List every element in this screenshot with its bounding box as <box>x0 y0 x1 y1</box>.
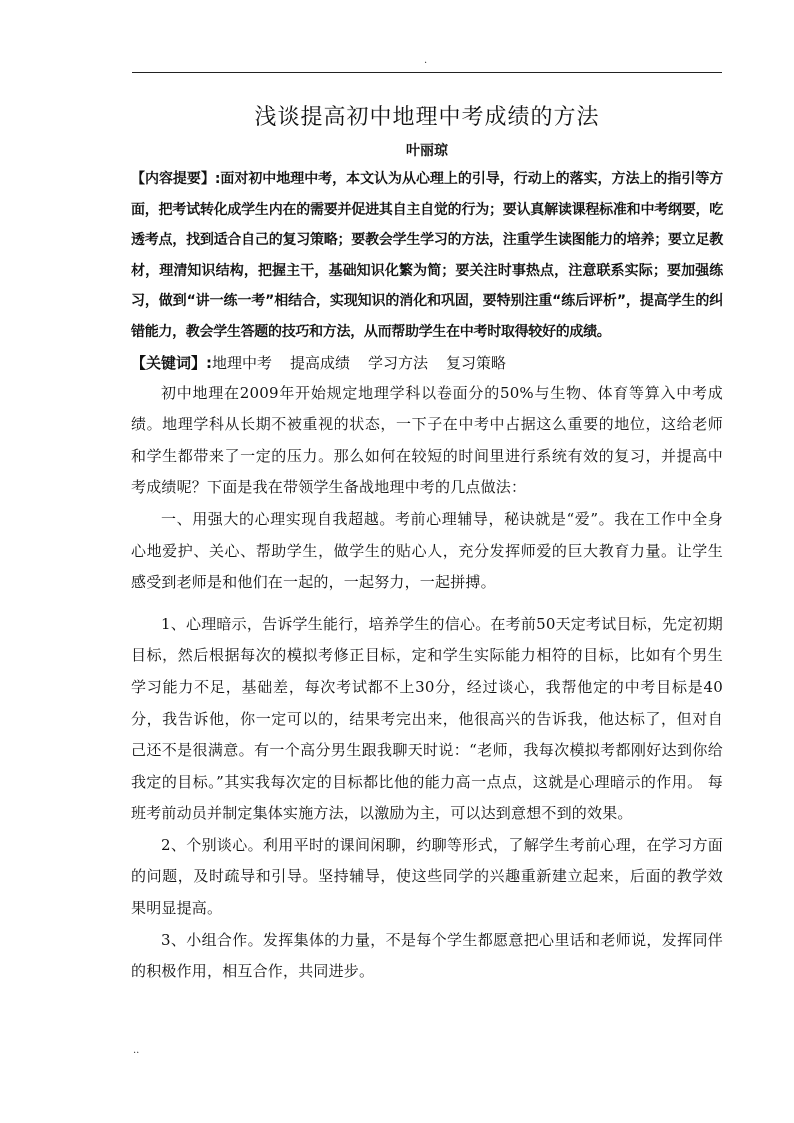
abstract-label: 【内容提要】: <box>131 171 221 187</box>
body-paragraph: 3、小组合作。发挥集体的力量，不是每个学生都愿意把心里话和老师说，发挥同伴的积极作用，相互合作，共同进步。 <box>131 930 723 981</box>
body-paragraph: 2、个别谈心。利用平时的课间闲聊，约聊等形式，了解学生考前心理，在学习方面的问题，及时疏导和引导。坚持辅导，使这些同学的兴趣重新建立起来，后面的教学效果明显提高。 <box>131 835 723 918</box>
header-mark: . <box>424 55 428 66</box>
header-rule <box>132 72 722 73</box>
paragraph-gap <box>131 599 723 609</box>
keyword-item: 提高成绩 <box>290 353 351 372</box>
keywords <box>131 348 723 378</box>
keyword-item: 地理中考 <box>212 353 273 372</box>
footer-mark: .. <box>133 1045 140 1056</box>
document-title: 浅谈提高初中地理中考成绩的方法 <box>254 105 600 130</box>
keyword-item: 复习策略 <box>446 353 507 372</box>
keywords-label: 【关键词】: <box>131 353 212 372</box>
author-name: 叶丽琼 <box>406 143 448 159</box>
body-paragraph: 1、心理暗示，告诉学生能行，培养学生的信心。在考前50天定考试目标，先定初期目标，然后根据每次的模拟考修正目标，定和学生实际能力相符的目标，比如有个男生学习能力不足，基础差，每次考试都不上30分，经过谈心，我帮他定的中考目标是40分，我告诉他，你一定可以的，结果考完出来，他很高兴的告诉我，他达标了，但对自己还不是很满意。有一个高分男生跟我聊天时说：“老师，我每次模拟考都刚好达到你给我定的目标。”其实我每次定的目标都比他的能力高一点点，这就是心理暗示的作用。 每班考前动员并制定集体实施方法，以激励为主，可以达到意想不到的效果。 <box>131 614 723 823</box>
abstract-text: 面对初中地理中考，本文认为从心理上的引导，行动上的落实，方法上的指引等方面，把考试转化成学生内在的需要并促进其自主自觉的行为；要认真解读课程标准和中考纲要，吃透考点，找到适合自己的复习策略；要教会学生学习的方法，注重学生读图能力的培养；要立足教材，理清知识结构，把握主干，基础知识化繁为简；要关注时事热点，注意联系实际；要加强练习，做到“讲一练一考”相结合，实现知识的消化和巩固，要特别注重“练后评析”，提高学生的纠错能力，教会学生答题的技巧和方法，从而帮助学生在中考时取得较好的成绩。 <box>131 171 724 340</box>
body-paragraph: 初中地理在2009年开始规定地理学科以卷面分的50%与生物、体育等算入中考成绩。地理学科从长期不被重视的状态，一下子在中考中占据这么重要的地位，这给老师和学生都带来了一定的压力。那么如何在较短的时间里进行系统有效的复习，并提高中考成绩呢？下面是我在带领学生备战地理中考的几点做法： <box>131 383 723 497</box>
keyword-item: 学习方法 <box>368 353 429 372</box>
body-paragraph: 一、用强大的心理实现自我超越。考前心理辅导，秘诀就是“爱”。我在工作中全身心地爱护、关心、帮助学生，做学生的贴心人，充分发挥师爱的巨大教育力量。让学生感受到老师是和他们在一起的，一起努力，一起拼搏。 <box>131 509 723 592</box>
abstract <box>131 164 723 348</box>
document-body <box>131 98 723 988</box>
